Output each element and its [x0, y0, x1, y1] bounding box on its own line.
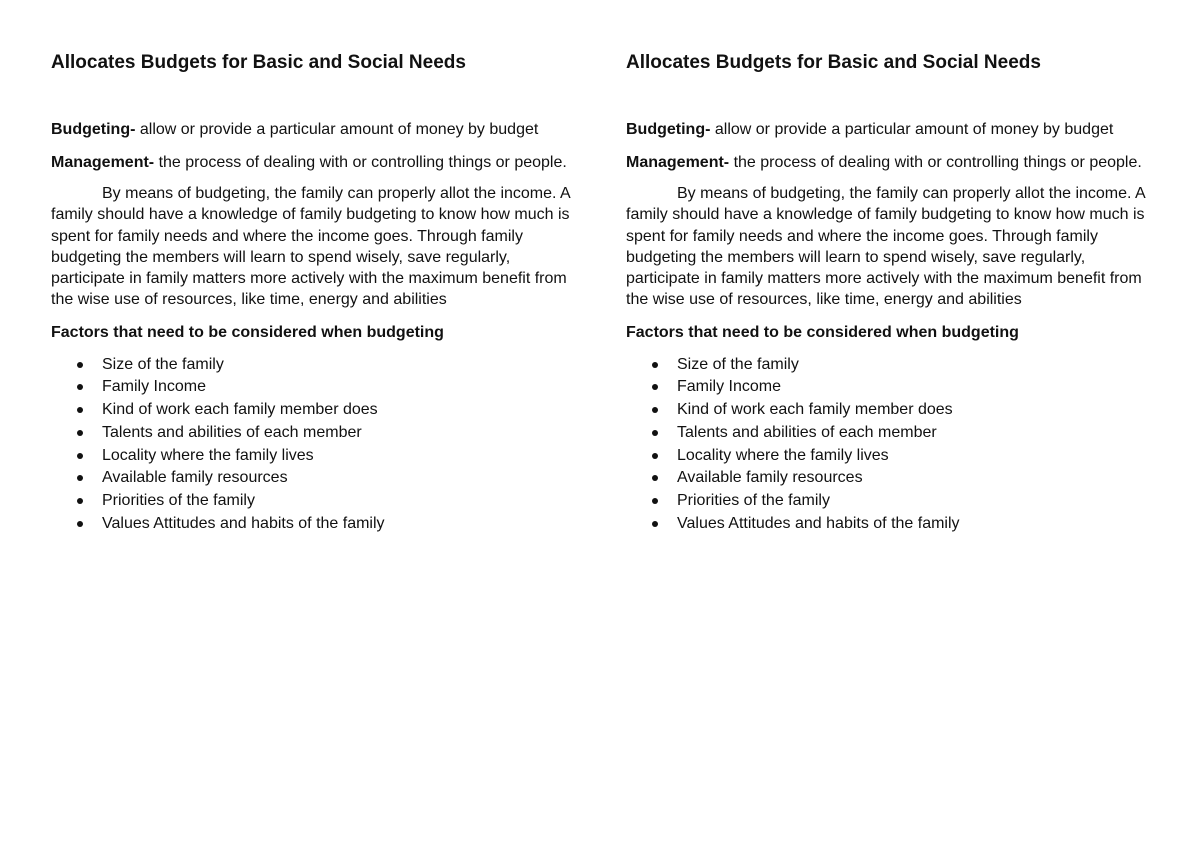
- bullet-icon: [652, 407, 658, 413]
- list-item: [626, 467, 1151, 490]
- list-item: [51, 376, 576, 399]
- bullet-icon: [652, 362, 658, 368]
- list-item: [51, 467, 576, 490]
- budgeting-text: allow or provide a particular amount of money by budget: [135, 121, 539, 138]
- left-column: [51, 52, 576, 535]
- bullet-icon: [77, 430, 83, 436]
- list-item: [626, 513, 1151, 536]
- management-term: Management-: [626, 153, 730, 171]
- budgeting-definition: [51, 119, 576, 141]
- factors-heading: Factors that need to be considered when budgeting: [51, 323, 444, 341]
- budgeting-paragraph: By means of budgeting, the family can properly allot the income. A family should have a knowledge of family budgeting to know how much is spent for family needs and where the income goes. Through family budgeting the members will learn to spend wisely, save regularly, participate in family matters more actively with the maximum benefit from the wise use of resources, like time, energy and abilities: [626, 185, 1145, 309]
- bullet-icon: [77, 384, 83, 390]
- budgeting-text: allow or provide a particular amount of money by budget: [710, 121, 1114, 138]
- list-item: [51, 399, 576, 422]
- factor-text: Talents and abilities of each member: [677, 423, 937, 441]
- factor-text: Kind of work each family member does: [102, 401, 378, 419]
- list-item: [626, 422, 1151, 445]
- factor-text: Locality where the family lives: [677, 446, 889, 464]
- factor-text: Family Income: [677, 378, 782, 396]
- factor-text: Talents and abilities of each member: [102, 423, 362, 441]
- list-item: [51, 445, 576, 468]
- list-item: [51, 513, 576, 536]
- factor-text: Size of the family: [102, 355, 224, 373]
- list-item: [626, 354, 1151, 377]
- budgeting-term: Budgeting-: [626, 121, 711, 138]
- bullet-icon: [77, 521, 83, 527]
- factor-text: Size of the family: [677, 355, 799, 373]
- budgeting-paragraph: By means of budgeting, the family can properly allot the income. A family should have a knowledge of family budgeting to know how much is spent for family needs and where the income goes. Through family budgeting the members will learn to spend wisely, save regularly, participate in family matters more actively with the maximum benefit from the wise use of resources, like time, energy and abilities: [51, 185, 570, 309]
- factors-list: [626, 354, 1151, 536]
- bullet-icon: [652, 521, 658, 527]
- list-item: [626, 445, 1151, 468]
- factor-text: Values Attitudes and habits of the family: [677, 514, 960, 532]
- factors-list: [51, 354, 576, 536]
- list-item: [626, 376, 1151, 399]
- list-item: [51, 354, 576, 377]
- list-item: [51, 490, 576, 513]
- factor-text: Family Income: [102, 378, 207, 396]
- list-item: [626, 399, 1151, 422]
- factor-text: Priorities of the family: [677, 491, 830, 509]
- factor-text: Locality where the family lives: [102, 446, 314, 464]
- management-term: Management-: [51, 153, 155, 171]
- factor-text: Priorities of the family: [102, 491, 255, 509]
- bullet-icon: [77, 453, 83, 459]
- bullet-icon: [652, 430, 658, 436]
- bullet-icon: [77, 362, 83, 368]
- management-text: the process of dealing with or controlling things or people.: [154, 153, 567, 171]
- page-title: Allocates Budgets for Basic and Social Needs: [626, 52, 1041, 73]
- bullet-icon: [652, 498, 658, 504]
- management-text: the process of dealing with or controlling things or people.: [729, 153, 1142, 171]
- management-definition: [626, 152, 1151, 174]
- list-item: [626, 490, 1151, 513]
- list-item: [51, 422, 576, 445]
- factor-text: Kind of work each family member does: [677, 401, 953, 419]
- budgeting-definition: [626, 119, 1151, 141]
- factor-text: Values Attitudes and habits of the family: [102, 514, 385, 532]
- bullet-icon: [652, 453, 658, 459]
- budgeting-term: Budgeting-: [51, 121, 136, 138]
- bullet-icon: [652, 384, 658, 390]
- bullet-icon: [77, 475, 83, 481]
- management-definition: [51, 152, 576, 174]
- bullet-icon: [652, 475, 658, 481]
- bullet-icon: [77, 498, 83, 504]
- right-column: [626, 52, 1151, 535]
- factor-text: Available family resources: [102, 469, 288, 487]
- factors-heading: Factors that need to be considered when budgeting: [626, 323, 1019, 341]
- factor-text: Available family resources: [677, 469, 863, 487]
- page-title: Allocates Budgets for Basic and Social Needs: [51, 52, 466, 73]
- bullet-icon: [77, 407, 83, 413]
